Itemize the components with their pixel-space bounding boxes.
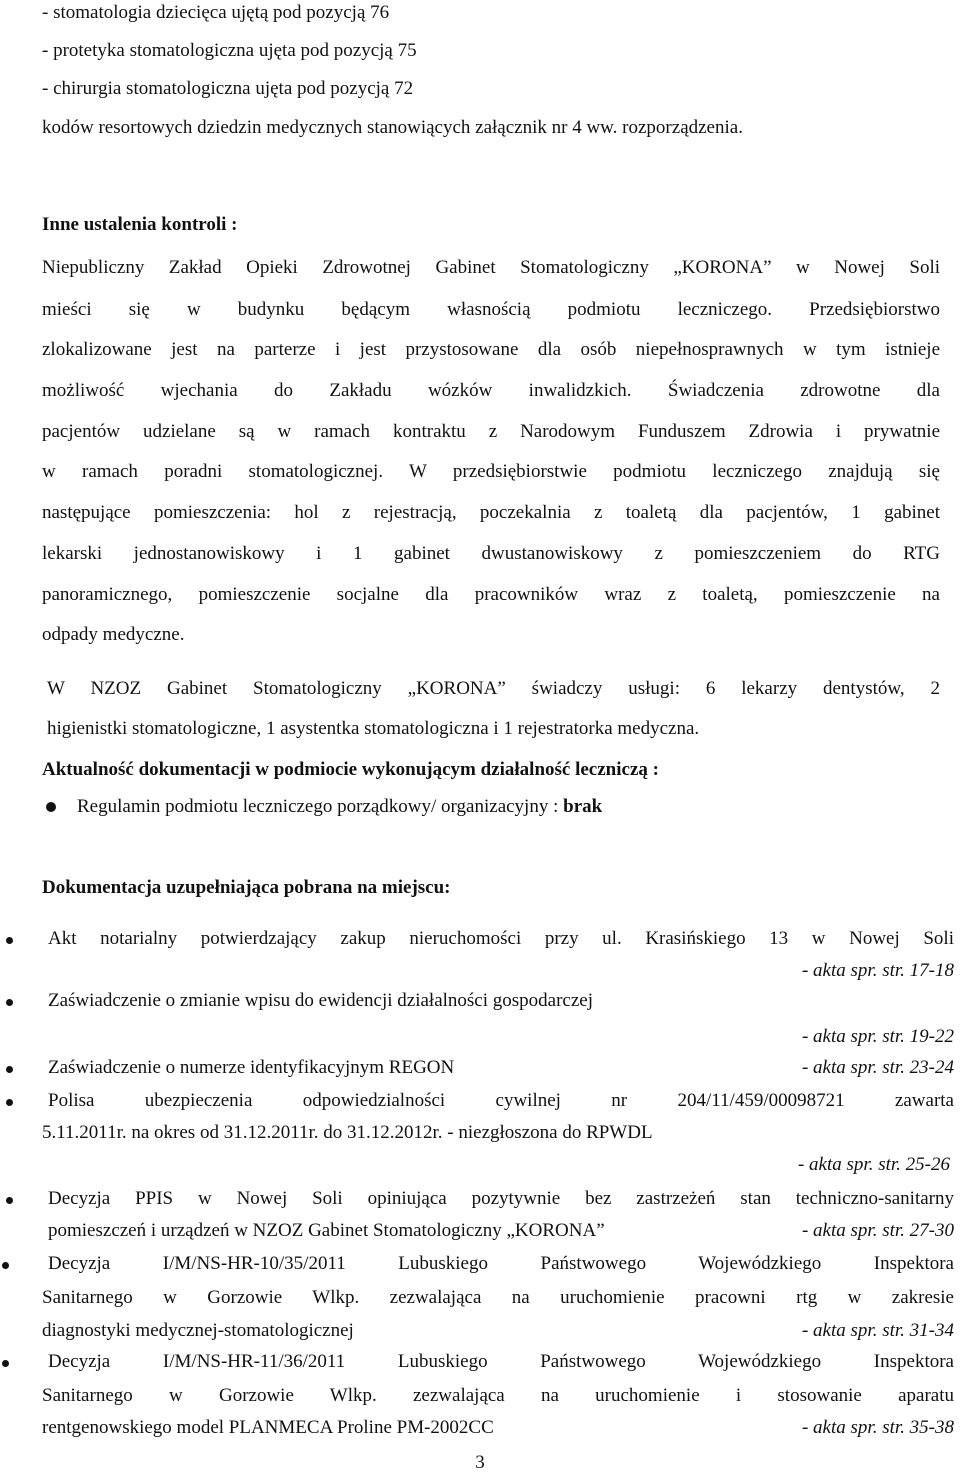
bullet-icon: [6, 937, 13, 944]
paragraph-line: Niepubliczny Zakład Opieki Zdrowotnej Gabinet Stomatologiczny „KORONA” w Nowej Soli: [42, 257, 940, 278]
doc-item-line: Sanitarnego w Gorzowie Wlkp. zezwalająca na uruchomienie pracowni rtg w zakresie: [42, 1287, 954, 1308]
paragraph-line: następujące pomieszczenia: hol z rejestracją, poczekalnia z toaletą dla pacjentów, 1 gabinet: [42, 502, 940, 523]
section-heading: Aktualność dokumentacji w podmiocie wykonującym działalność leczniczą :: [42, 759, 659, 780]
paragraph-line: odpady medyczne.: [42, 624, 185, 645]
paragraph-line: zlokalizowane jest na parterze i jest przystosowane dla osób niepełnosprawnych w tym istnieje: [42, 339, 940, 360]
paragraph-line: w ramach poradni stomatologicznej. W przedsiębiorstwie podmiotu leczniczego znajdują się: [42, 461, 940, 482]
doc-item-ref: - akta spr. str. 17-18: [801, 960, 954, 981]
doc-item-ref: - akta spr. str. 23-24: [801, 1057, 954, 1078]
paragraph-line: pacjentów udzielane są w ramach kontraktu z Narodowym Funduszem Zdrowia i prywatnie: [42, 421, 940, 442]
doc-item-line: pomieszczeń i urządzeń w NZOZ Gabinet Stomatologiczny „KORONA”: [48, 1220, 605, 1241]
bullet-icon: [2, 1262, 9, 1269]
doc-item-ref: - akta spr. str. 25-26: [797, 1154, 950, 1175]
doc-item-line: Sanitarnego w Gorzowie Wlkp. zezwalająca na uruchomienie i stosowanie aparatu: [42, 1385, 954, 1406]
staff-line: higienistki stomatologiczne, 1 asystentka stomatologiczna i 1 rejestratorka medyczna.: [47, 718, 700, 739]
doc-item-ref: - akta spr. str. 27-30: [801, 1220, 954, 1241]
doc-item-ref: - akta spr. str. 31-34: [801, 1320, 954, 1341]
item-value: brak: [563, 796, 603, 817]
bullet-icon: [6, 1099, 13, 1106]
list-line: kodów resortowych dziedzin medycznych stanowiących załącznik nr 4 ww. rozporządzenia.: [42, 117, 743, 138]
doc-item-ref: - akta spr. str. 19-22: [801, 1026, 954, 1047]
doc-item-line: rentgenowskiego model PLANMECA Proline PM-2002CC: [42, 1417, 494, 1438]
list-item: [77, 794, 602, 820]
doc-item-line: 5.11.2011r. na okres od 31.12.2011r. do 31.12.2012r. - niezgłoszona do RPWDL: [42, 1122, 653, 1143]
section-heading: Dokumentacja uzupełniająca pobrana na miejscu:: [42, 877, 451, 898]
bullet-icon: [2, 1360, 9, 1367]
bullet-icon: [6, 1197, 13, 1204]
doc-item-line: Polisa ubezpieczenia odpowiedzialności cywilnej nr 204/11/459/00098721 zawarta: [48, 1090, 954, 1111]
bullet-icon: [6, 999, 13, 1006]
bullet-icon: [46, 802, 56, 812]
paragraph-line: panoramicznego, pomieszczenie socjalne dla pracowników wraz z toaletą, pomieszczenie na: [42, 584, 940, 605]
doc-item-line: Zaświadczenie o zmianie wpisu do ewidencji działalności gospodarczej: [48, 990, 593, 1011]
doc-item-line: diagnostyki medycznej-stomatologicznej: [42, 1320, 354, 1341]
paragraph-line: lekarski jednostanowiskowy i 1 gabinet dwustanowiskowy z pomieszczeniem do RTG: [42, 543, 940, 564]
list-line: - chirurgia stomatologiczna ujęta pod pozycją 72: [42, 78, 414, 99]
section-heading: Inne ustalenia kontroli :: [42, 214, 238, 235]
doc-item-line: Decyzja I/M/NS-HR-10/35/2011 Lubuskiego Państwowego Wojewódzkiego Inspektora: [48, 1253, 954, 1274]
doc-item-line: Decyzja PPIS w Nowej Soli opiniująca pozytywnie bez zastrzeżeń stan techniczno-sanitarny: [48, 1188, 954, 1209]
doc-item-ref: - akta spr. str. 35-38: [801, 1417, 954, 1438]
paragraph-line: mieści się w budynku będącym własnością podmiotu leczniczego. Przedsiębiorstwo: [42, 299, 940, 320]
doc-item-line: Akt notarialny potwierdzający zakup nieruchomości przy ul. Krasińskiego 13 w Nowej Soli: [48, 928, 954, 949]
bullet-icon: [6, 1066, 13, 1073]
paragraph-line: możliwość wjechania do Zakładu wózków inwalidzkich. Świadczenia zdrowotne dla: [42, 380, 940, 401]
list-line: - stomatologia dziecięca ujętą pod pozycją 76: [42, 2, 390, 23]
staff-line: W NZOZ Gabinet Stomatologiczny „KORONA” świadczy usługi: 6 lekarzy dentystów, 2: [47, 678, 940, 699]
doc-item-line: Decyzja I/M/NS-HR-11/36/2011 Lubuskiego Państwowego Wojewódzkiego Inspektora: [48, 1351, 954, 1372]
doc-item-line: Zaświadczenie o numerze identyfikacyjnym REGON: [48, 1057, 455, 1078]
page-number: 3: [475, 1452, 485, 1473]
item-text: Regulamin podmiotu leczniczego porządkowy/ organizacyjny :: [77, 796, 564, 817]
list-line: - protetyka stomatologiczna ujęta pod pozycją 75: [42, 40, 417, 61]
